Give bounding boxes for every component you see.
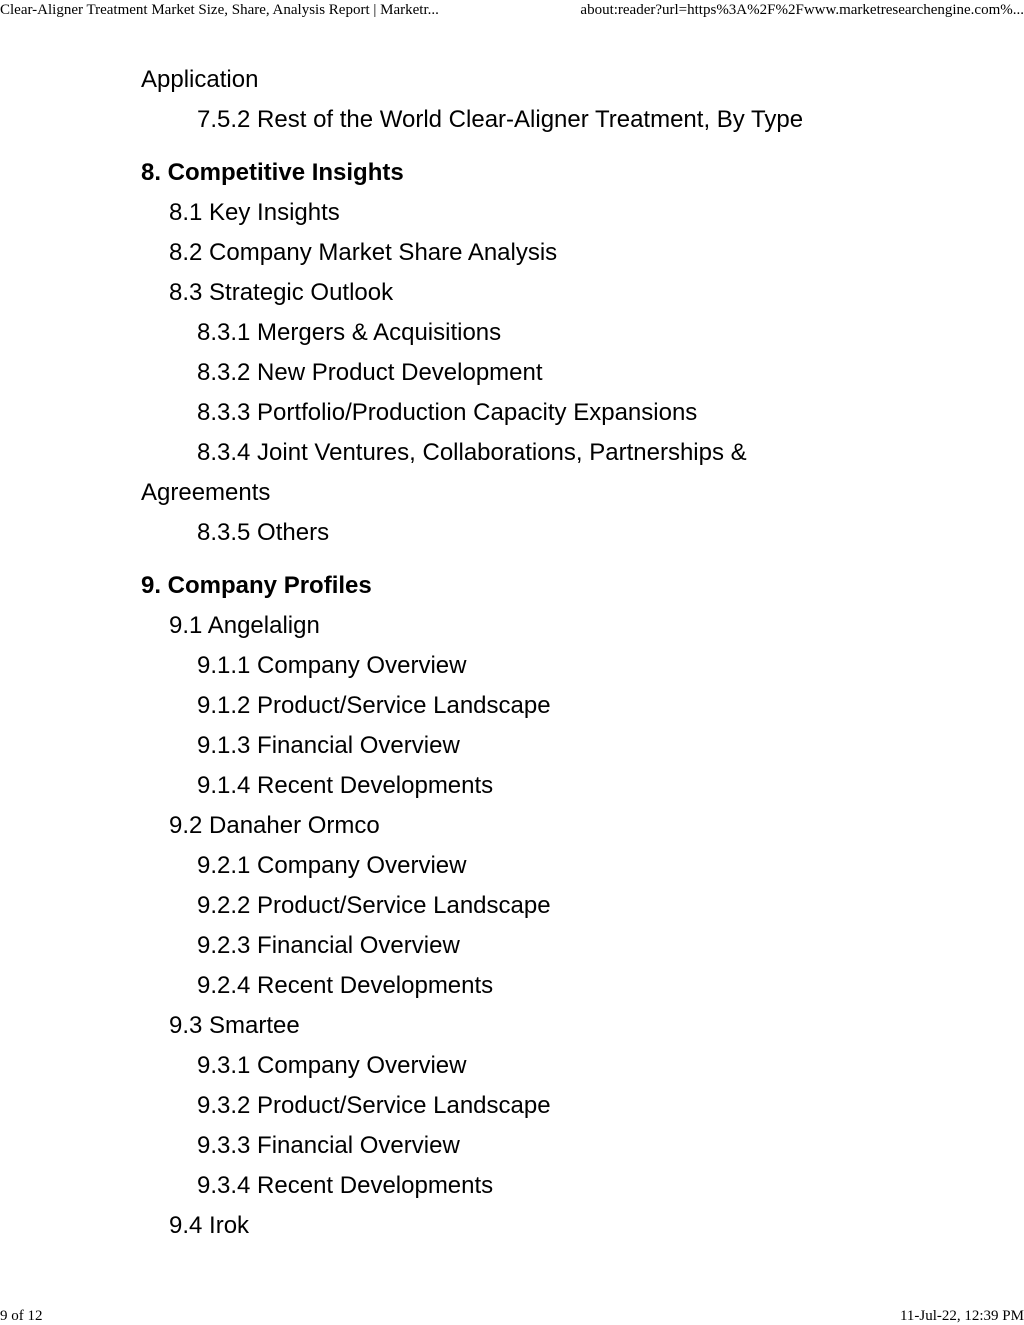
toc-item-9-1-2: 9.1.2 Product/Service Landscape bbox=[197, 692, 551, 719]
toc-item-9-2-3: 9.2.3 Financial Overview bbox=[197, 932, 460, 959]
toc-item-9-1: 9.1 Angelalign bbox=[169, 612, 320, 639]
print-header bbox=[0, 1, 1024, 19]
toc-item-9-3-4: 9.3.4 Recent Developments bbox=[197, 1172, 494, 1199]
toc-item-9-2: 9.2 Danaher Ormco bbox=[169, 812, 380, 839]
toc-item-9-4: 9.4 Irok bbox=[169, 1212, 250, 1239]
toc-item-8-3-2: 8.3.2 New Product Development bbox=[197, 359, 543, 386]
toc-item-9-1-3: 9.1.3 Financial Overview bbox=[197, 732, 460, 759]
toc-item-9-2-4: 9.2.4 Recent Developments bbox=[197, 972, 494, 999]
page-title: Clear-Aligner Treatment Market Size, Share, Analysis Report | Marketr... bbox=[0, 2, 439, 18]
toc-item-8-3-4-continuation: Agreements bbox=[141, 479, 271, 506]
toc-item-8-3-3: 8.3.3 Portfolio/Production Capacity Expansions bbox=[197, 399, 698, 426]
toc-item-9-3-3: 9.3.3 Financial Overview bbox=[197, 1132, 460, 1159]
toc-item-9-1-1: 9.1.1 Company Overview bbox=[197, 652, 467, 679]
toc-section-8: 8. Competitive Insights bbox=[141, 159, 404, 186]
page-url: about:reader?url=https%3A%2F%2Fwww.marketresearchengine.com%... bbox=[580, 2, 1024, 18]
print-datetime: 11-Jul-22, 12:39 PM bbox=[899, 1308, 1024, 1324]
toc-item-8-1: 8.1 Key Insights bbox=[169, 199, 340, 226]
toc-continuation-application: Application bbox=[141, 66, 259, 93]
toc-item-8-3: 8.3 Strategic Outlook bbox=[169, 279, 394, 306]
toc-item-7-5-2: 7.5.2 Rest of the World Clear-Aligner Treatment, By Type bbox=[197, 106, 804, 133]
toc-item-9-1-4: 9.1.4 Recent Developments bbox=[197, 772, 494, 799]
toc-item-8-3-5: 8.3.5 Others bbox=[197, 519, 330, 546]
toc-item-9-3: 9.3 Smartee bbox=[169, 1012, 300, 1039]
toc-item-9-2-2: 9.2.2 Product/Service Landscape bbox=[197, 892, 551, 919]
toc-section-9: 9. Company Profiles bbox=[141, 572, 372, 599]
toc-item-8-3-4: 8.3.4 Joint Ventures, Collaborations, Partnerships & bbox=[197, 439, 747, 466]
toc-item-9-3-2: 9.3.2 Product/Service Landscape bbox=[197, 1092, 551, 1119]
toc-item-9-2-1: 9.2.1 Company Overview bbox=[197, 852, 467, 879]
table-of-contents bbox=[141, 60, 901, 1246]
toc-item-8-3-1: 8.3.1 Mergers & Acquisitions bbox=[197, 319, 502, 346]
toc-item-9-3-1: 9.3.1 Company Overview bbox=[197, 1052, 467, 1079]
page-number: 9 of 12 bbox=[0, 1308, 43, 1324]
toc-item-8-2: 8.2 Company Market Share Analysis bbox=[169, 239, 558, 266]
print-footer bbox=[0, 1307, 1024, 1325]
